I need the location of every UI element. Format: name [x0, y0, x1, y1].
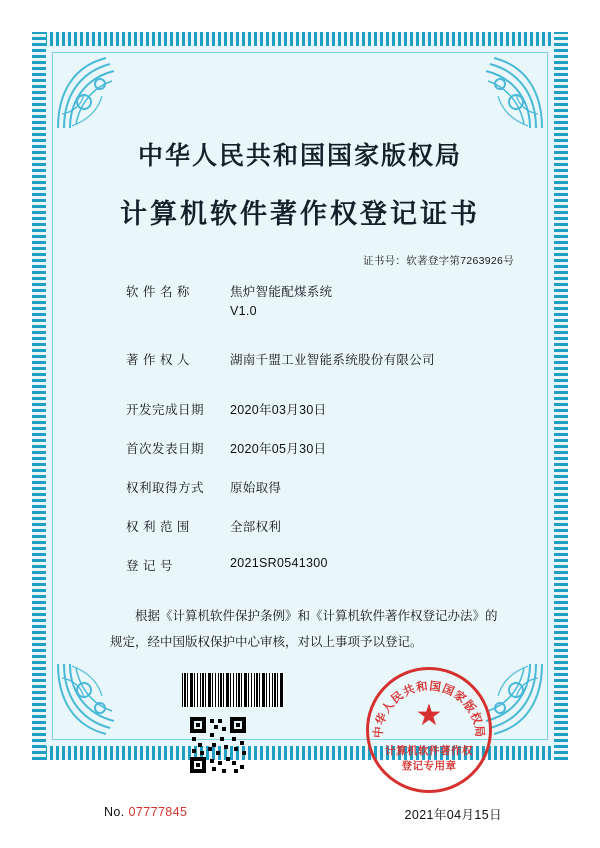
official-seal	[366, 667, 492, 793]
field-row-development-date	[126, 400, 522, 418]
seal-star-icon: ★	[415, 699, 443, 733]
certificate-number-value: 软著登字第7263926号	[406, 255, 514, 267]
seal-text-line-2: 登记专用章	[401, 761, 457, 773]
field-value-development-date: 2020年03月30日	[230, 403, 327, 417]
field-row-first-publish-date	[126, 439, 522, 457]
svg-text:中华人民共和国国家版权局: 中华人民共和国国家版权局	[372, 680, 486, 739]
field-label-copyright-owner: 著 作 权 人	[126, 353, 190, 367]
marks-area	[78, 667, 522, 799]
certificate-fields	[78, 282, 522, 574]
issue-date: 2021年04月15日	[404, 808, 502, 823]
certificate-footer	[78, 805, 522, 829]
field-row-acquisition-method	[126, 478, 522, 496]
field-label-rights-scope: 权 利 范 围	[126, 520, 190, 534]
serial-number: 07777845	[128, 805, 188, 820]
document-title: 计算机软件著作权登记证书	[120, 199, 480, 229]
software-name-text: 焦炉智能配煤系统	[230, 285, 333, 299]
certificate-number-label: 证书号：	[363, 255, 407, 267]
serial-label: No.	[104, 805, 125, 820]
certificate-content	[78, 78, 522, 823]
field-label-development-date: 开发完成日期	[126, 403, 205, 417]
field-row-copyright-owner	[126, 350, 522, 368]
field-row-software-name	[126, 282, 522, 318]
field-value-copyright-owner: 湖南千盟工业智能系统股份有限公司	[230, 353, 435, 367]
border-ornament-top	[32, 32, 568, 46]
spacer-after-software-name	[126, 324, 522, 350]
seal-text-line-1: 计算机软件著作权	[385, 746, 473, 758]
spacer-after-copyright-owner	[126, 374, 522, 400]
field-value-first-publish-date: 2020年05月30日	[230, 442, 327, 456]
qr-code-image	[190, 717, 246, 773]
copyright-registration-certificate	[32, 32, 568, 823]
serial-number-block	[104, 805, 187, 819]
field-label-registration-number: 登 记 号	[126, 559, 173, 573]
legal-statement-line2: 规定，经中国版权保护中心审核，对以上事项予以登记。	[110, 634, 423, 649]
field-label-acquisition-method: 权利取得方式	[126, 481, 205, 495]
field-label-first-publish-date: 首次发表日期	[126, 442, 205, 456]
field-value-software-name	[230, 282, 522, 318]
field-row-registration-number	[126, 556, 522, 574]
issuer-title: 中华人民共和国国家版权局	[137, 143, 462, 170]
legal-statement-line1: 根据《计算机软件保护条例》和《计算机软件著作权登记办法》的	[135, 609, 498, 623]
spacer-2	[126, 463, 522, 478]
field-value-rights-scope: 全部权利	[230, 520, 282, 534]
legal-statement	[78, 604, 522, 655]
spacer-3	[126, 502, 522, 517]
field-value-registration-number: 2021SR0541300	[230, 556, 328, 570]
barcode-image	[182, 673, 284, 707]
field-row-rights-scope	[126, 517, 522, 535]
field-label-software-name: 软 件 名 称	[126, 285, 190, 299]
border-ornament-left	[32, 32, 46, 760]
border-ornament-right	[554, 32, 568, 760]
spacer-1	[126, 424, 522, 439]
spacer-4	[126, 541, 522, 556]
field-value-acquisition-method: 原始取得	[230, 481, 282, 495]
certificate-number-line	[78, 253, 522, 268]
software-version-text: V1.0	[230, 304, 257, 318]
